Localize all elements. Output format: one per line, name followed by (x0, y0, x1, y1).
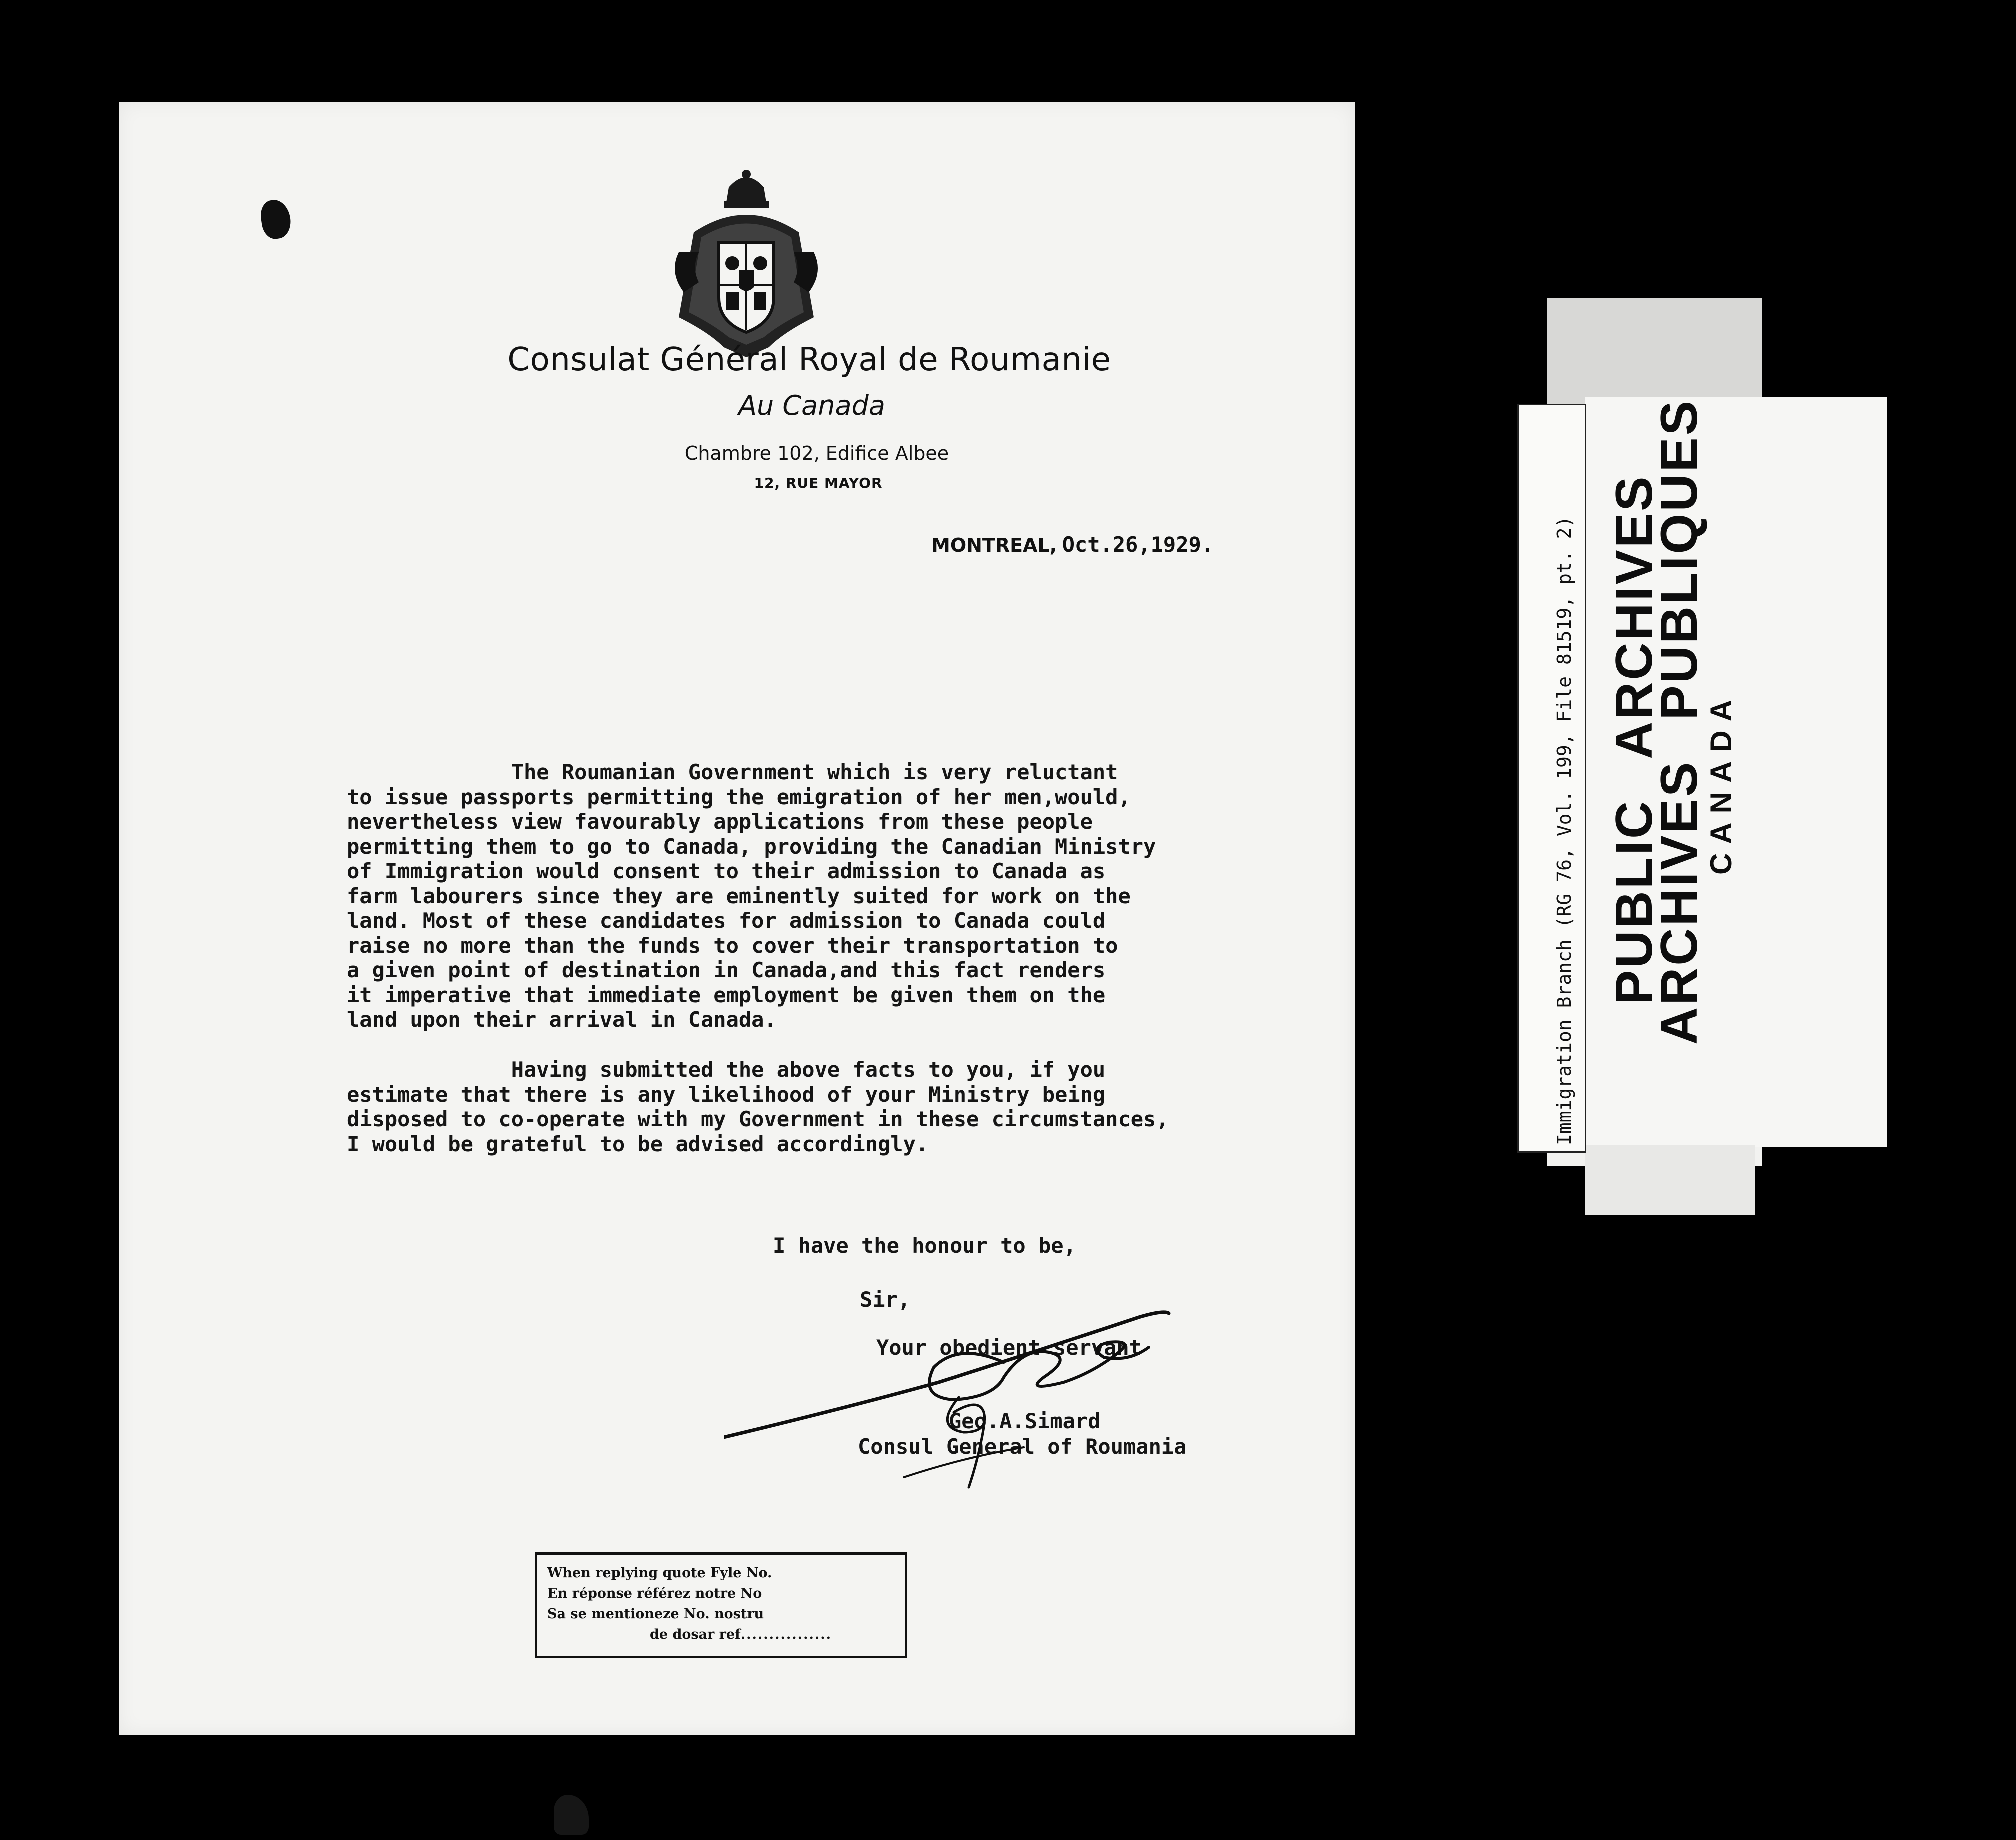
dateline-city: MONTREAL, (932, 534, 1058, 556)
body-line: permitting them to go to Canada, providing the Canadian Ministry (347, 834, 1156, 859)
archive-stamp-line2 (1650, 399, 1710, 1045)
consulate-address-line2: 12, RUE MAYOR (754, 475, 883, 492)
body-line: nevertheless view favourably applications from these people (347, 810, 1093, 834)
dateline (932, 532, 1214, 558)
body-line: farm labourers since they are eminently suited for work on the (347, 884, 1131, 908)
body-line: it imperative that immediate employment be given them on the (347, 982, 1106, 1008)
body-paragraph-2 (347, 1058, 1472, 1156)
body-line: disposed to co-operate with my Government in these circumstances, (347, 1107, 1169, 1132)
body-line: estimate that there is any likelihood of your Ministry being (347, 1082, 1106, 1107)
body-line: a given point of destination in Canada,and this fact renders (347, 958, 1106, 982)
signatory-name: Geo.A.Simard (949, 1409, 1101, 1434)
file-ref-blank: ................ (740, 1627, 832, 1642)
closing-honour: I have the honour to be, (773, 1234, 1076, 1258)
archive-tag-shadow (1548, 298, 1762, 414)
dateline-date: Oct.26,1929. (1062, 532, 1214, 557)
archive-reference-text: Immigration Branch (RG 76, Vol. 199, File 81519, pt. 2) (1554, 516, 1576, 1146)
consulate-name: Consulat Général Royal de Roumanie (508, 342, 1112, 378)
body-paragraph-1 (347, 760, 1472, 1032)
stamp-word-archives: ARCHIVES (1606, 474, 1664, 760)
binder-punch-hole (259, 198, 293, 240)
closing-salutation: Sir, (860, 1288, 911, 1312)
archive-stamp-card-edge (1585, 1145, 1755, 1215)
body-line: I would be grateful to be advised accordingly. (347, 1132, 929, 1156)
file-ref-line-ro-2 (548, 1624, 896, 1645)
body-line: land. Most of these candidates for admission to Canada could (347, 908, 1106, 933)
file-ref-line-en: When replying quote Fyle No. (548, 1566, 772, 1581)
consular-letter (119, 102, 1355, 1735)
signatory-title: Consul General of Roumania (858, 1434, 1187, 1459)
body-line: raise no more than the funds to cover their transportation to (347, 933, 1118, 958)
stamp-word-publiques: PUBLIQUES (1650, 398, 1708, 720)
file-ref-line-ro: Sa se mentioneze No. nostru (548, 1606, 764, 1622)
consulate-address-line1: Chambre 102, Edifice Albee (684, 442, 950, 464)
body-line: Having submitted the above facts to you, if you (347, 1058, 1106, 1082)
stamp-word-public: PUBLIC (1606, 799, 1664, 1005)
archive-stamp-country: CANADA (1704, 691, 1738, 875)
body-line: to issue passports permitting the emigration of her men,would, (347, 784, 1131, 810)
paper-damage-mark (554, 1795, 589, 1835)
stamp-word-archives-fr: ARCHIVES (1650, 760, 1708, 1045)
closing-servant: Your obedient servant (876, 1336, 1142, 1360)
file-ref-line-fr: En réponse référez notre No (548, 1586, 762, 1602)
body-line: land upon their arrival in Canada. (347, 1008, 777, 1032)
body-line: of Immigration would consent to their admission to Canada as (347, 859, 1106, 884)
file-ref-dosar-label: de dosar ref (650, 1627, 741, 1642)
archive-reference-strip (1518, 404, 1586, 1153)
body-line: The Roumanian Government which is very reluctant (347, 760, 1118, 784)
handwritten-signature (724, 1198, 1199, 1498)
file-reference-box (535, 1552, 908, 1658)
royal-coat-of-arms-icon (664, 168, 829, 362)
consulate-location: Au Canada (738, 390, 886, 422)
